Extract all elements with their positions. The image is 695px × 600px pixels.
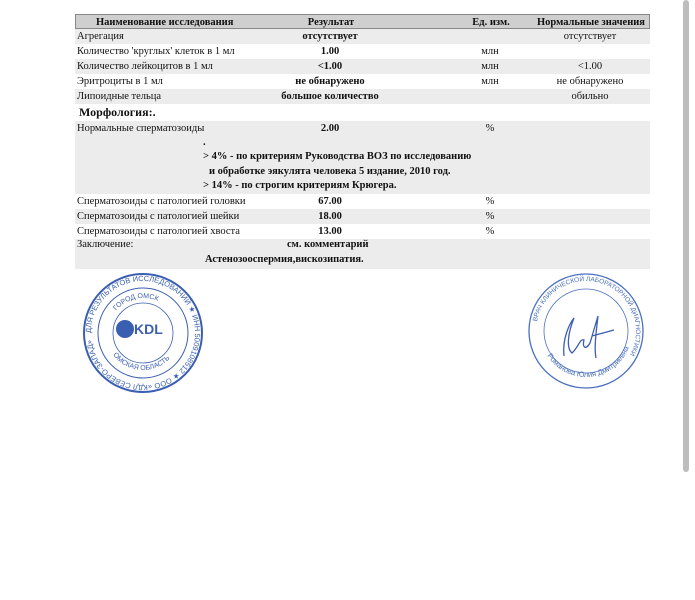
row-unit: % — [485, 226, 495, 237]
table-header — [75, 14, 650, 29]
row-result: отсутствует — [302, 31, 358, 42]
conclusion-line: см. комментарий — [287, 239, 369, 250]
table-row — [75, 224, 650, 239]
table-row — [75, 89, 650, 104]
row-result: не обнаружено — [295, 76, 365, 87]
row-name: Сперматозоиды с патологией шейки — [77, 211, 240, 222]
row-result: большое количество — [281, 91, 379, 102]
row-result: 13.00 — [318, 226, 342, 237]
note-line: > 4% - по критериям Руководства ВОЗ по исследованию — [203, 151, 472, 162]
row-name: Нормальные сперматозоиды — [77, 123, 205, 134]
table-row — [75, 29, 650, 44]
row-name: Липоидные тельца — [77, 91, 162, 102]
header-name: Наименование исследования — [96, 17, 234, 28]
kdl-logo: KDL — [134, 321, 163, 337]
header-norm: Нормальные значения — [537, 17, 645, 28]
svg-text:ГОРОД ОМСК: ГОРОД ОМСК — [112, 292, 160, 313]
row-unit: % — [485, 211, 495, 222]
row-result: 2.00 — [320, 123, 340, 134]
row-name: Сперматозоиды с патологией головки — [77, 196, 246, 207]
conclusion-line: Астенозооспермия,вискозипатия. — [205, 254, 364, 265]
table-row — [75, 121, 650, 136]
row-name: Количество лейкоцитов в 1 мл — [77, 61, 213, 72]
svg-text:ВРАЧ КЛИНИЧЕСКОЙ ЛАБОРАТОРНОЙ: ВРАЧ КЛИНИЧЕСКОЙ ЛАБОРАТОРНОЙ ДИАГНОСТИКИ — [531, 275, 642, 358]
table-row — [75, 74, 650, 89]
reference-note — [75, 136, 650, 194]
svg-text:Романова Юлия Дмитриевна: Романова Юлия Дмитриевна — [545, 344, 631, 380]
table-row — [75, 209, 650, 224]
row-result: 18.00 — [318, 211, 342, 222]
row-name: Агрегация — [77, 31, 124, 42]
row-unit: млн — [481, 61, 499, 72]
note-line: . — [203, 137, 206, 148]
row-result: 67.00 — [318, 196, 342, 207]
section-morphology: Морфология:. — [79, 105, 156, 119]
organization-stamp — [78, 272, 208, 394]
results-table — [75, 14, 650, 269]
row-unit: % — [485, 196, 495, 207]
conclusion — [75, 239, 650, 269]
note-line: и обработке эякулята человека 5 издание, 2010 год. — [209, 165, 451, 177]
row-norm: <1.00 — [577, 61, 603, 72]
table-row — [75, 44, 650, 59]
row-result: <1.00 — [317, 61, 343, 72]
signature — [564, 316, 614, 358]
row-norm: не обнаружено — [556, 76, 624, 87]
row-norm: отсутствует — [563, 31, 617, 42]
header-unit: Ед. изм. — [472, 17, 510, 28]
row-result: 1.00 — [320, 46, 340, 57]
row-unit: млн — [481, 46, 499, 57]
note-line: > 14% - по строгим критериям Крюгера. — [203, 180, 397, 191]
row-unit: млн — [481, 76, 499, 87]
row-name: Сперматозоиды с патологией хвоста — [77, 226, 240, 237]
row-unit: % — [485, 123, 495, 134]
row-name: Эритроциты в 1 мл — [77, 76, 163, 87]
table-row — [75, 194, 650, 209]
row-name: Количество 'круглых' клеток в 1 мл — [77, 46, 235, 57]
header-result: Результат — [307, 17, 355, 28]
row-norm: обильно — [571, 91, 609, 102]
svg-text:ОМСКАЯ ОБЛАСТЬ: ОМСКАЯ ОБЛАСТЬ — [111, 351, 172, 373]
doctor-stamp — [522, 268, 650, 394]
conclusion-label: Заключение: — [77, 239, 134, 250]
table-row — [75, 59, 650, 74]
scrollbar[interactable] — [683, 0, 689, 472]
svg-text:ДЛЯ РЕЗУЛЬТАТОВ ИССЛЕДОВАНИЙ ★: ДЛЯ РЕЗУЛЬТАТОВ ИССЛЕДОВАНИЙ ★ ИНН 5009108512 ★ ООО «КДЛ СЕВЕРО-ЗАПАД» — [83, 273, 203, 393]
